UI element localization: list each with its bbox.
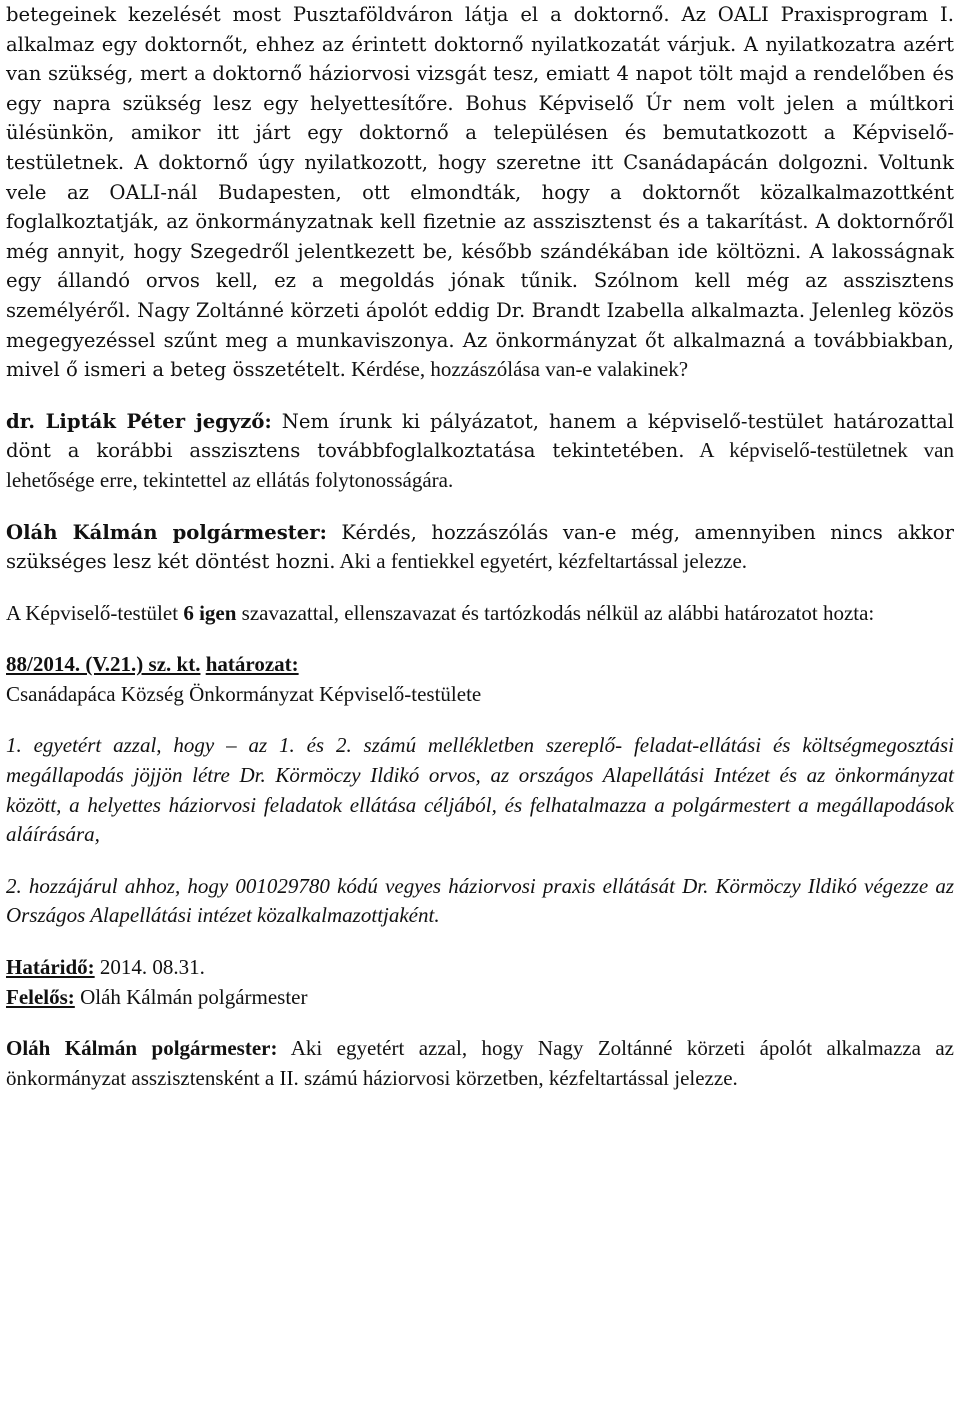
spacer — [6, 931, 954, 953]
spacer — [6, 577, 954, 599]
responsible-value: Oláh Kálmán polgármester — [74, 984, 308, 1009]
mayor-paragraph-1 — [6, 518, 954, 577]
mayor-text-2: Aki egyetért azzal, hogy Nagy Zoltánné körzeti ápolót alkalmazza az önkormányzat asszisztensként a II. számú háziorvosi körzetben, kézfeltartással jelezze. — [6, 1036, 954, 1090]
resolution-label: határozat: — [205, 652, 299, 677]
spacer — [6, 385, 954, 407]
mayor-text-1b: Aki a fentiekkel egyetért, kézfeltartással jelezze. — [335, 549, 748, 574]
spacer — [6, 850, 954, 872]
resolution-number: 88/2014. (V.21.) sz. kt. — [6, 652, 201, 677]
notary-paragraph — [6, 407, 954, 496]
notary-speaker: dr. Lipták Péter jegyző: — [6, 409, 272, 433]
spacer — [6, 628, 954, 650]
vote-count: 6 igen — [183, 600, 237, 625]
mayor-paragraph-2 — [6, 1034, 954, 1093]
resolution-item-1: 1. egyetért azzal, hogy – az 1. és 2. számú mellékletben szereplő- feladat-ellátási és költségmegosztási megállapodás jöjjön létre Dr. Körmöczy Ildikó orvos, az országos Alapellátási Intézet és az önkormányzat között, a helyettes háziorvosi feladatok ellátása céljából, és felhatalmazza a polgármestert a megállapodások aláírására, — [6, 733, 954, 847]
resolution-body: Csanádapáca Község Önkormányzat Képviselő-testülete — [6, 681, 482, 706]
intro-text-2: Bohus Képviselő Úr nem volt jelen a múltkori ülésünkön, amikor itt járt egy doktornő a településen és bemutatkozott a Képviselő-testületnek. A doktornő úgy nyilatkozott, hogy szeretne itt Csanádapácán dolgozni. Voltunk vele az OALI-nál Budapesten, ott elmondták, hogy a doktornőt közalkalmazottként foglalkoztatják, az önkormányzatnak kell fizetnie az asszisztenst és a takarítást. A doktornőről még annyit, hogy Szegedről jelentkezett be, később szándékában ide költözni. A lakosságnak egy állandó orvos kell, ez a megoldás jónak tűnik. Szólnom kell még az asszisztens személyéről. Nagy Zoltánné körzeti ápolót eddig Dr. Brandt Izabella alkalmazta. Jelenleg közös megegyezéssel szűnt meg a munkaviszonya. Az önkormányzat őt alkalmazná a továbbiakban, mivel ő ismeri a beteg összetételt. — [6, 91, 954, 382]
resolution-title — [6, 650, 954, 680]
deadline-value: 2014. 08.31. — [94, 955, 205, 980]
mayor-text-1a: Kérdés, hozzászólás van-e még, amennyiben nincs akkor szükséges lesz két döntést hozni. — [6, 520, 954, 574]
notary-text-2: A képviselő-testületnek van lehetősége erre, tekintettel az ellátás folytonosságára. — [6, 438, 955, 492]
responsible-label: Felelős: — [6, 984, 75, 1009]
notary-text-1: Nem írunk ki pályázatot, hanem a képviselő-testület határozattal dönt a korábbi asszisztens továbbfoglalkoztatása tekintetében. — [6, 409, 954, 463]
deadline-label: Határidő: — [6, 955, 95, 980]
mayor-speaker-1: Oláh Kálmán polgármester: — [6, 520, 327, 544]
intro-paragraph — [6, 0, 954, 385]
deadline-line — [6, 953, 954, 983]
spacer — [6, 496, 954, 518]
spacer — [6, 1012, 954, 1034]
mayor-speaker-2: Oláh Kálmán polgármester: — [6, 1036, 278, 1061]
spacer — [6, 709, 954, 731]
intro-text-1: betegeinek kezelését most Pusztaföldváron látja el a doktornő. Az OALI Praxisprogram I. alkalmaz egy doktornőt, ehhez az érintett doktornő nyilatkozatát várjuk. A nyilatkozatra azért van szükség, mert a doktornő háziorvosi vizsgát tesz, emiatt 4 napot tölt majd a rendelőben és egy napra szükség lesz egy helyettesítőre. — [6, 3, 954, 115]
vote-paragraph — [6, 599, 954, 629]
responsible-line — [6, 983, 954, 1013]
vote-prefix: A Képviselő-testület — [6, 600, 184, 625]
vote-suffix: szavazattal, ellenszavazat és tartózkodás nélkül az alábbi határozatot hozta: — [236, 600, 875, 625]
resolution-item-2: 2. hozzájárul ahhoz, hogy 001029780 kódú vegyes háziorvosi praxis ellátását Dr. Körmöczy Ildikó végezze az Országos Alapellátási intézet közalkalmazottjaként. — [6, 873, 954, 928]
intro-text-3: Kérdése, hozzászólása van-e valakinek? — [345, 357, 689, 382]
